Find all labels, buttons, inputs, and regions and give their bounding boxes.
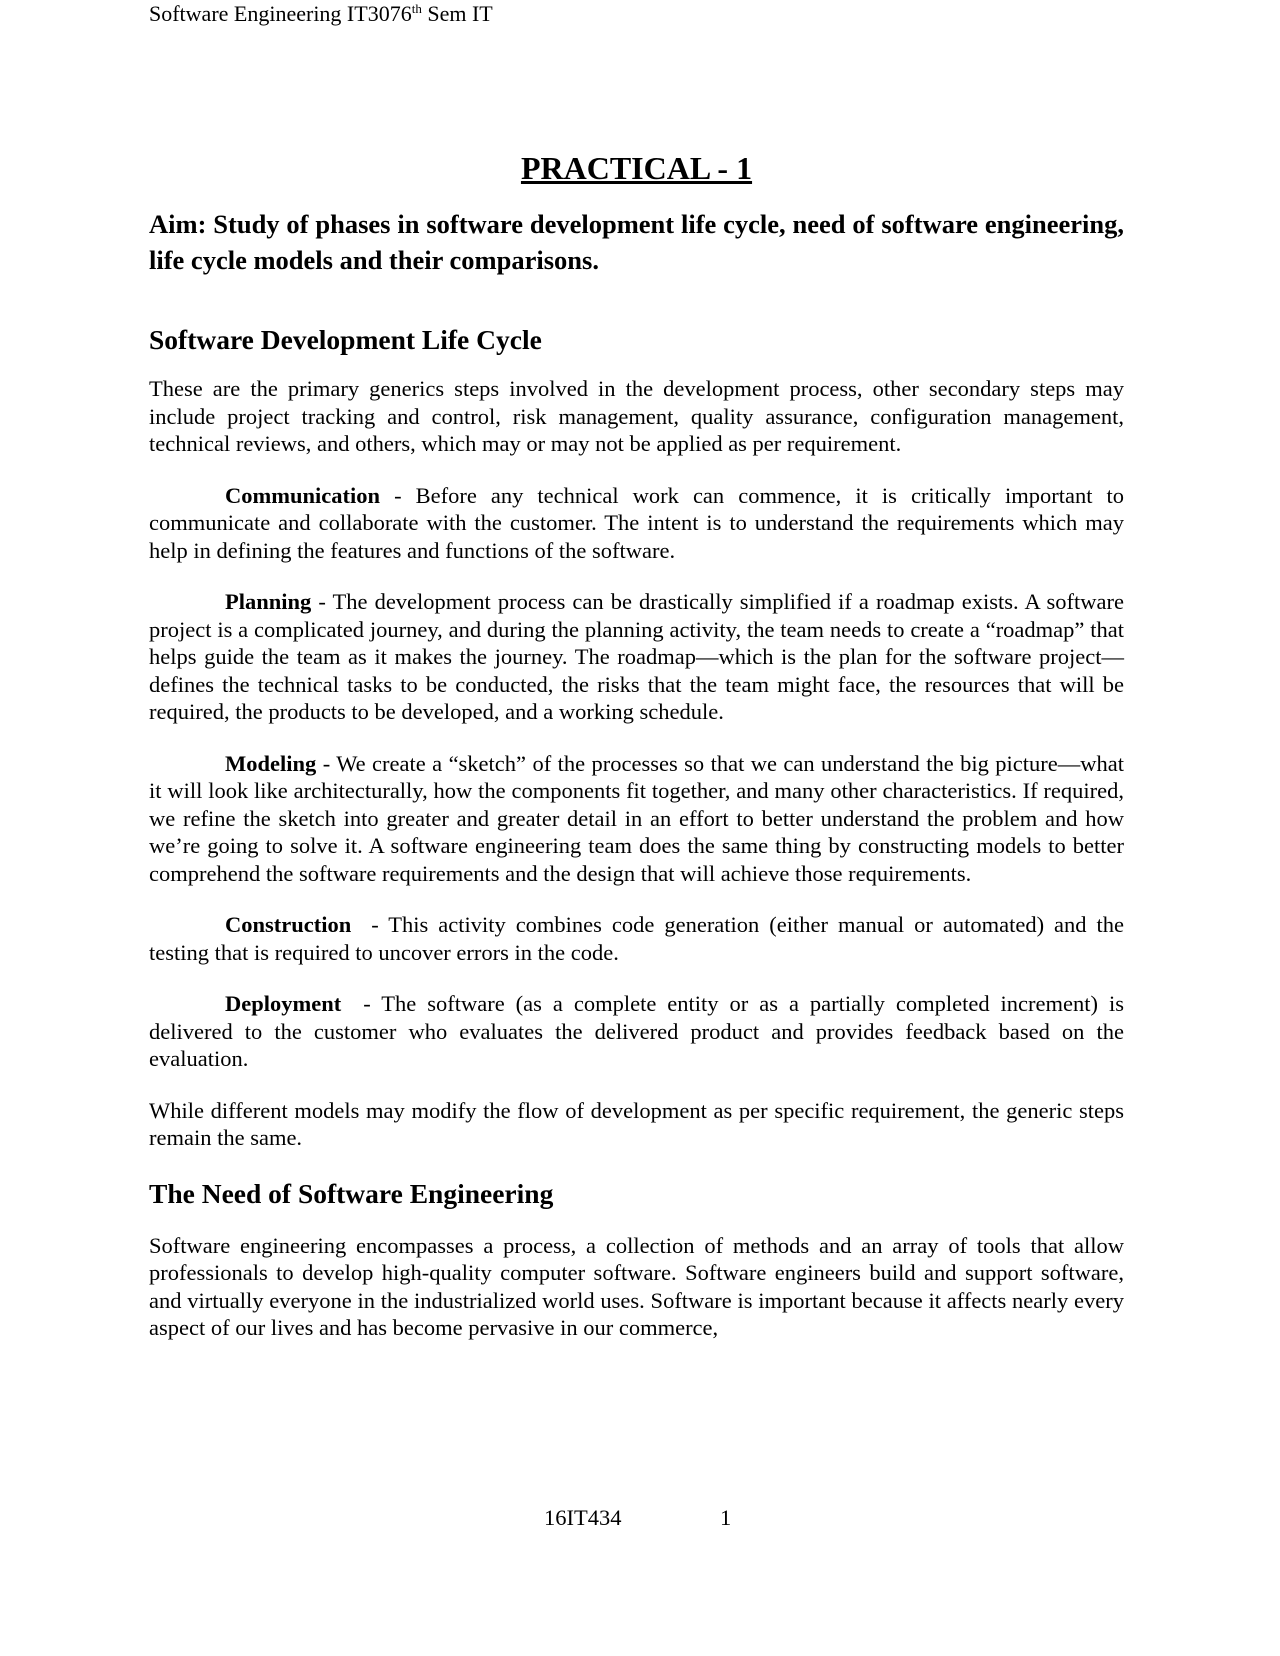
phase-deployment — [149, 990, 1130, 1073]
phase-term: Construction — [225, 912, 352, 937]
section-heading-need: The Need of Software Engineering — [149, 1177, 554, 1209]
header-prefix: Software Engineering IT307 — [149, 1, 401, 26]
phase-term: Planning — [225, 589, 312, 614]
phase-text: - This activity combines code generation (either manual or automated) and the testing that is required to uncover errors in the code. — [149, 912, 1130, 965]
phase-communication — [149, 482, 1124, 565]
page-number: 1 — [720, 1505, 732, 1530]
section-heading-sdlc: Software Development Life Cycle — [149, 324, 542, 355]
header-number: 6 — [400, 1, 412, 26]
header-superscript: th — [411, 1, 422, 17]
page-header — [149, 0, 493, 28]
page-title: PRACTICAL - 1 — [520, 150, 753, 186]
phase-construction — [149, 911, 1130, 966]
phase-planning — [149, 588, 1124, 726]
header-suffix: Sem IT — [421, 1, 493, 26]
need-paragraph: Software engineering encompasses a process, a collection of methods and an array of tools that allow professionals to develop high-quality computer software. Software engineers build and support software, and virtually everyone in the industrialized world uses. Software is important because it affects nearly every aspect of our lives and has become pervasive in our commerce, — [149, 1232, 1124, 1340]
phase-term: Deployment — [225, 991, 342, 1016]
phase-modeling — [149, 750, 1124, 888]
phase-text: - We create a “sketch” of the processes so that we can understand the big picture—what it will look like architecturally, how the components fit together, and many other characteristics. If required, we refine the sketch into greater and greater detail in an effort to better understand the problem and how we’re going to solve it. A software engineering team does the same thing by constructing models to better comprehend the software requirements and the design that will achieve those requirements. — [149, 750, 1124, 886]
sdlc-intro: These are the primary generics steps involved in the development process, other secondary steps may include project tracking and control, risk management, quality assurance, configuration management, technical reviews, and others, which may or may not be applied as per requirement. — [149, 376, 1124, 456]
footer-student-id: 16IT434 — [544, 1505, 622, 1530]
sdlc-closing: While different models may modify the flow of development as per specific requirement, the generic steps remain the same. — [149, 1097, 1124, 1150]
phase-term: Communication — [225, 482, 381, 508]
document-body — [149, 148, 1130, 1366]
phase-text: - Before any technical work can commence, it is critically important to communicate and collaborate with the customer. The intent is to understand the requirements which may help in defining the features and functions of the software. — [149, 482, 1124, 563]
aim-statement: Aim: Study of phases in software development life cycle, need of software engineering, life cycle models and their comparisons. — [149, 209, 1124, 275]
phase-term: Modeling — [225, 750, 317, 776]
phase-text: - The software (as a complete entity or as a partially completed increment) is delivered to the customer who evaluates the delivered product and provides feedback based on the evaluation. — [149, 991, 1130, 1071]
phase-text: - The development process can be drastically simplified if a roadmap exists. A software project is a complicated journey, and during the planning activity, the team needs to create a “roadmap” that helps guide the team as it makes the journey. The roadmap—which is the plan for the software project—defines the technical tasks to be conducted, the risks that the team might face, the resources that will be required, the products to be developed, and a working schedule. — [149, 589, 1124, 724]
